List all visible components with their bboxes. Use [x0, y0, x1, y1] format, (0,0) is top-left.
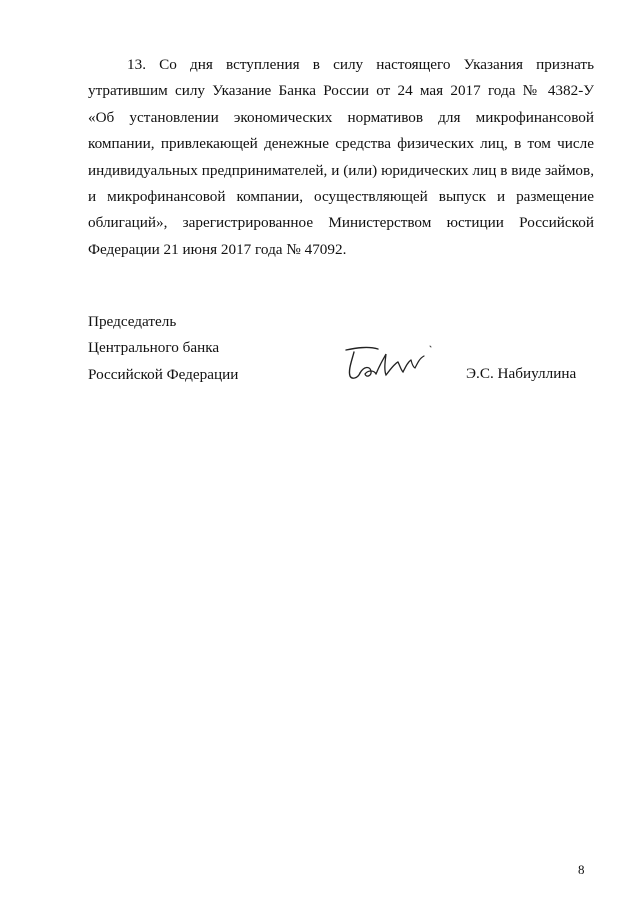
- signatory-title: [88, 309, 238, 388]
- paragraph-line: облигаций», зарегистрированное Министерством юстиции Российской: [88, 214, 594, 232]
- paragraph-line: индивидуальных предпринимателей, и (или) юридических лиц в виде займов,: [88, 161, 594, 179]
- paragraph-line: утратившим силу Указание Банка России от 24 мая 2017 года № 4382-У: [88, 82, 594, 100]
- signer-name: Э.С. Набиуллина: [466, 365, 577, 382]
- signatory-title-line-1: Председатель: [88, 313, 177, 330]
- paragraph-line: и микрофинансовой компании, осуществляющей выпуск и размещение: [88, 188, 594, 206]
- paragraph-line: «Об установлении экономических нормативов для микрофинансовой: [88, 108, 594, 126]
- page-number: 8: [578, 862, 585, 877]
- paragraph-line: Федерации 21 июня 2017 года № 47092.: [88, 240, 347, 258]
- paragraph-line: компании, привлекающей денежные средства физических лиц, в том числе: [88, 135, 594, 153]
- signatory-title-line-2: Центрального банка: [88, 339, 220, 357]
- paragraph-line: 13. Со дня вступления в силу настоящего Указания признать: [127, 56, 594, 73]
- handwritten-signature: [338, 340, 438, 390]
- decree-paragraph-13: [88, 52, 594, 263]
- signatory-title-line-3: Российской Федерации: [88, 365, 239, 383]
